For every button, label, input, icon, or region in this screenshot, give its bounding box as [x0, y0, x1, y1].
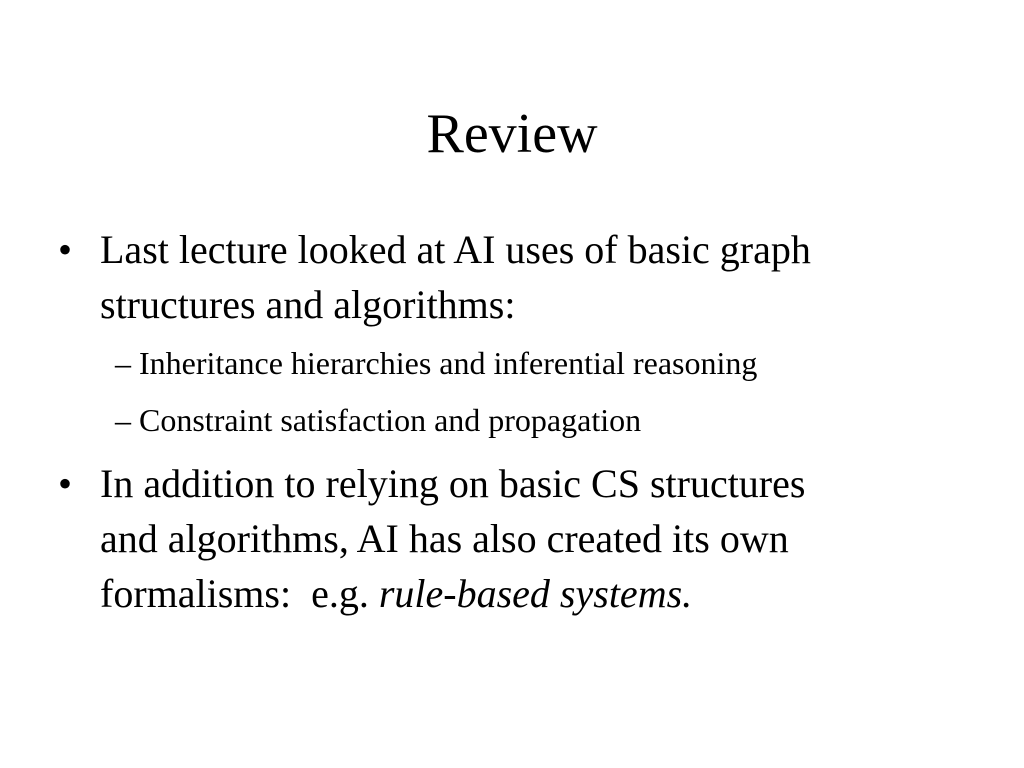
bullet-icon: •	[58, 461, 73, 506]
bullet-text-line	[100, 566, 960, 621]
bullet-icon: •	[58, 227, 73, 272]
sub-bullet-icon: –	[115, 402, 131, 438]
sub-bullet-icon: –	[115, 345, 131, 381]
sub-bullet-item	[115, 343, 965, 383]
bullet-text-line: and algorithms, AI has also created its own	[100, 516, 789, 561]
bullet-text-line: In addition to relying on basic CS structures	[100, 461, 806, 506]
bullet-text: Last lecture looked at AI uses of basic graph structures and algorithms:	[100, 227, 811, 327]
slide-title: Review	[426, 103, 598, 165]
bullet-item	[58, 456, 960, 621]
sub-bullet-text: Constraint satisfaction and propagation	[139, 402, 642, 438]
emphasis-text: rule-based systems.	[378, 571, 693, 616]
bullet-text-prefix: formalisms: e.g.	[100, 571, 369, 616]
sub-bullet-item	[115, 400, 965, 440]
bullet-item	[58, 222, 960, 332]
sub-bullet-text: Inheritance hierarchies and inferential reasoning	[139, 345, 758, 381]
